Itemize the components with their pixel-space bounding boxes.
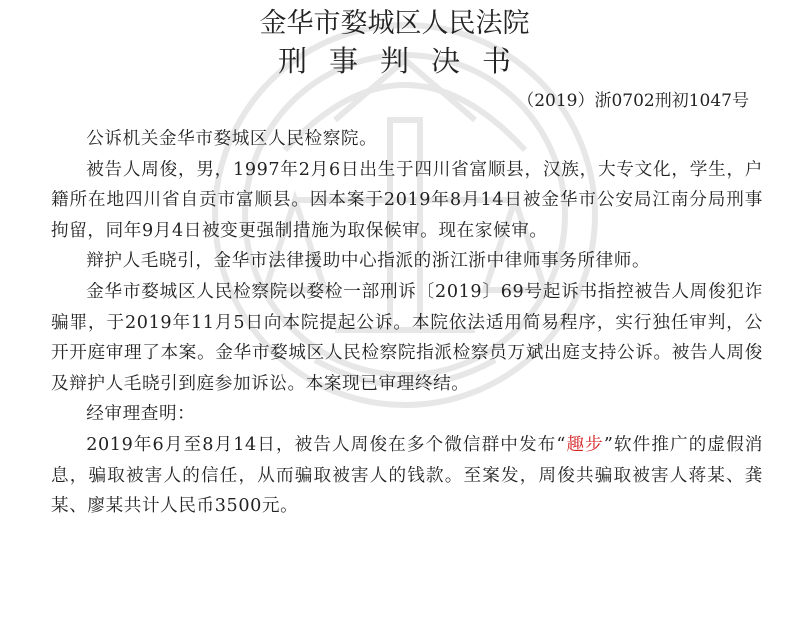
findings-heading: 经审理查明： — [86, 404, 196, 425]
document-type-title: 刑事判决书 — [277, 44, 533, 78]
facts-paragraph — [51, 430, 763, 522]
software-name-highlight: 趣步 — [565, 434, 604, 455]
facts-text-after: 软件推广的虚假消息，骗取被害人的信任，从而骗取被害人的钱款。至案发，周俊共骗取被害人蒋某、龚某、廖某共计人民币3500元。 — [51, 434, 763, 517]
case-number: （2019）浙0702刑初1047号 — [517, 91, 749, 111]
facts-text-before: 2019年6月至8月14日，被告人周俊在多个微信群中发布 — [86, 434, 557, 455]
procedure-paragraph: 金华市婺城区人民检察院以婺检一部刑诉〔2019〕69号起诉书指控被告人周俊犯诈骗罪，于2019年11月5日向本院提起公诉。本院依法适用简易程序，实行独任审判，公开开庭审理了本案。金华市婺城区人民检察院指派检察员万斌出庭支持公诉。被告人周俊及辩护人毛晓引到庭参加诉讼。本案现已审理终结。 — [51, 281, 763, 394]
defender-paragraph: 辩护人毛晓引，金华市法律援助中心指派的浙江浙中律师事务所律师。 — [86, 251, 651, 272]
facts-open-quote: “ — [556, 434, 566, 455]
prosecutor-paragraph: 公诉机关金华市婺城区人民检察院。 — [86, 129, 378, 149]
defendant-paragraph: 被告人周俊，男，1997年2月6日出生于四川省富顺县，汉族，大专文化，学生，户籍所在地四川省自贡市富顺县。因本案于2019年8月14日被金华市公安局江南分局刑事拘留，同年9月4日被变更强制措施为取保候审。现在家候审。 — [51, 159, 763, 241]
facts-close-quote: ” — [603, 434, 614, 455]
court-name: 金华市婺城区人民法院 — [259, 8, 530, 39]
judgment-body — [51, 124, 763, 522]
